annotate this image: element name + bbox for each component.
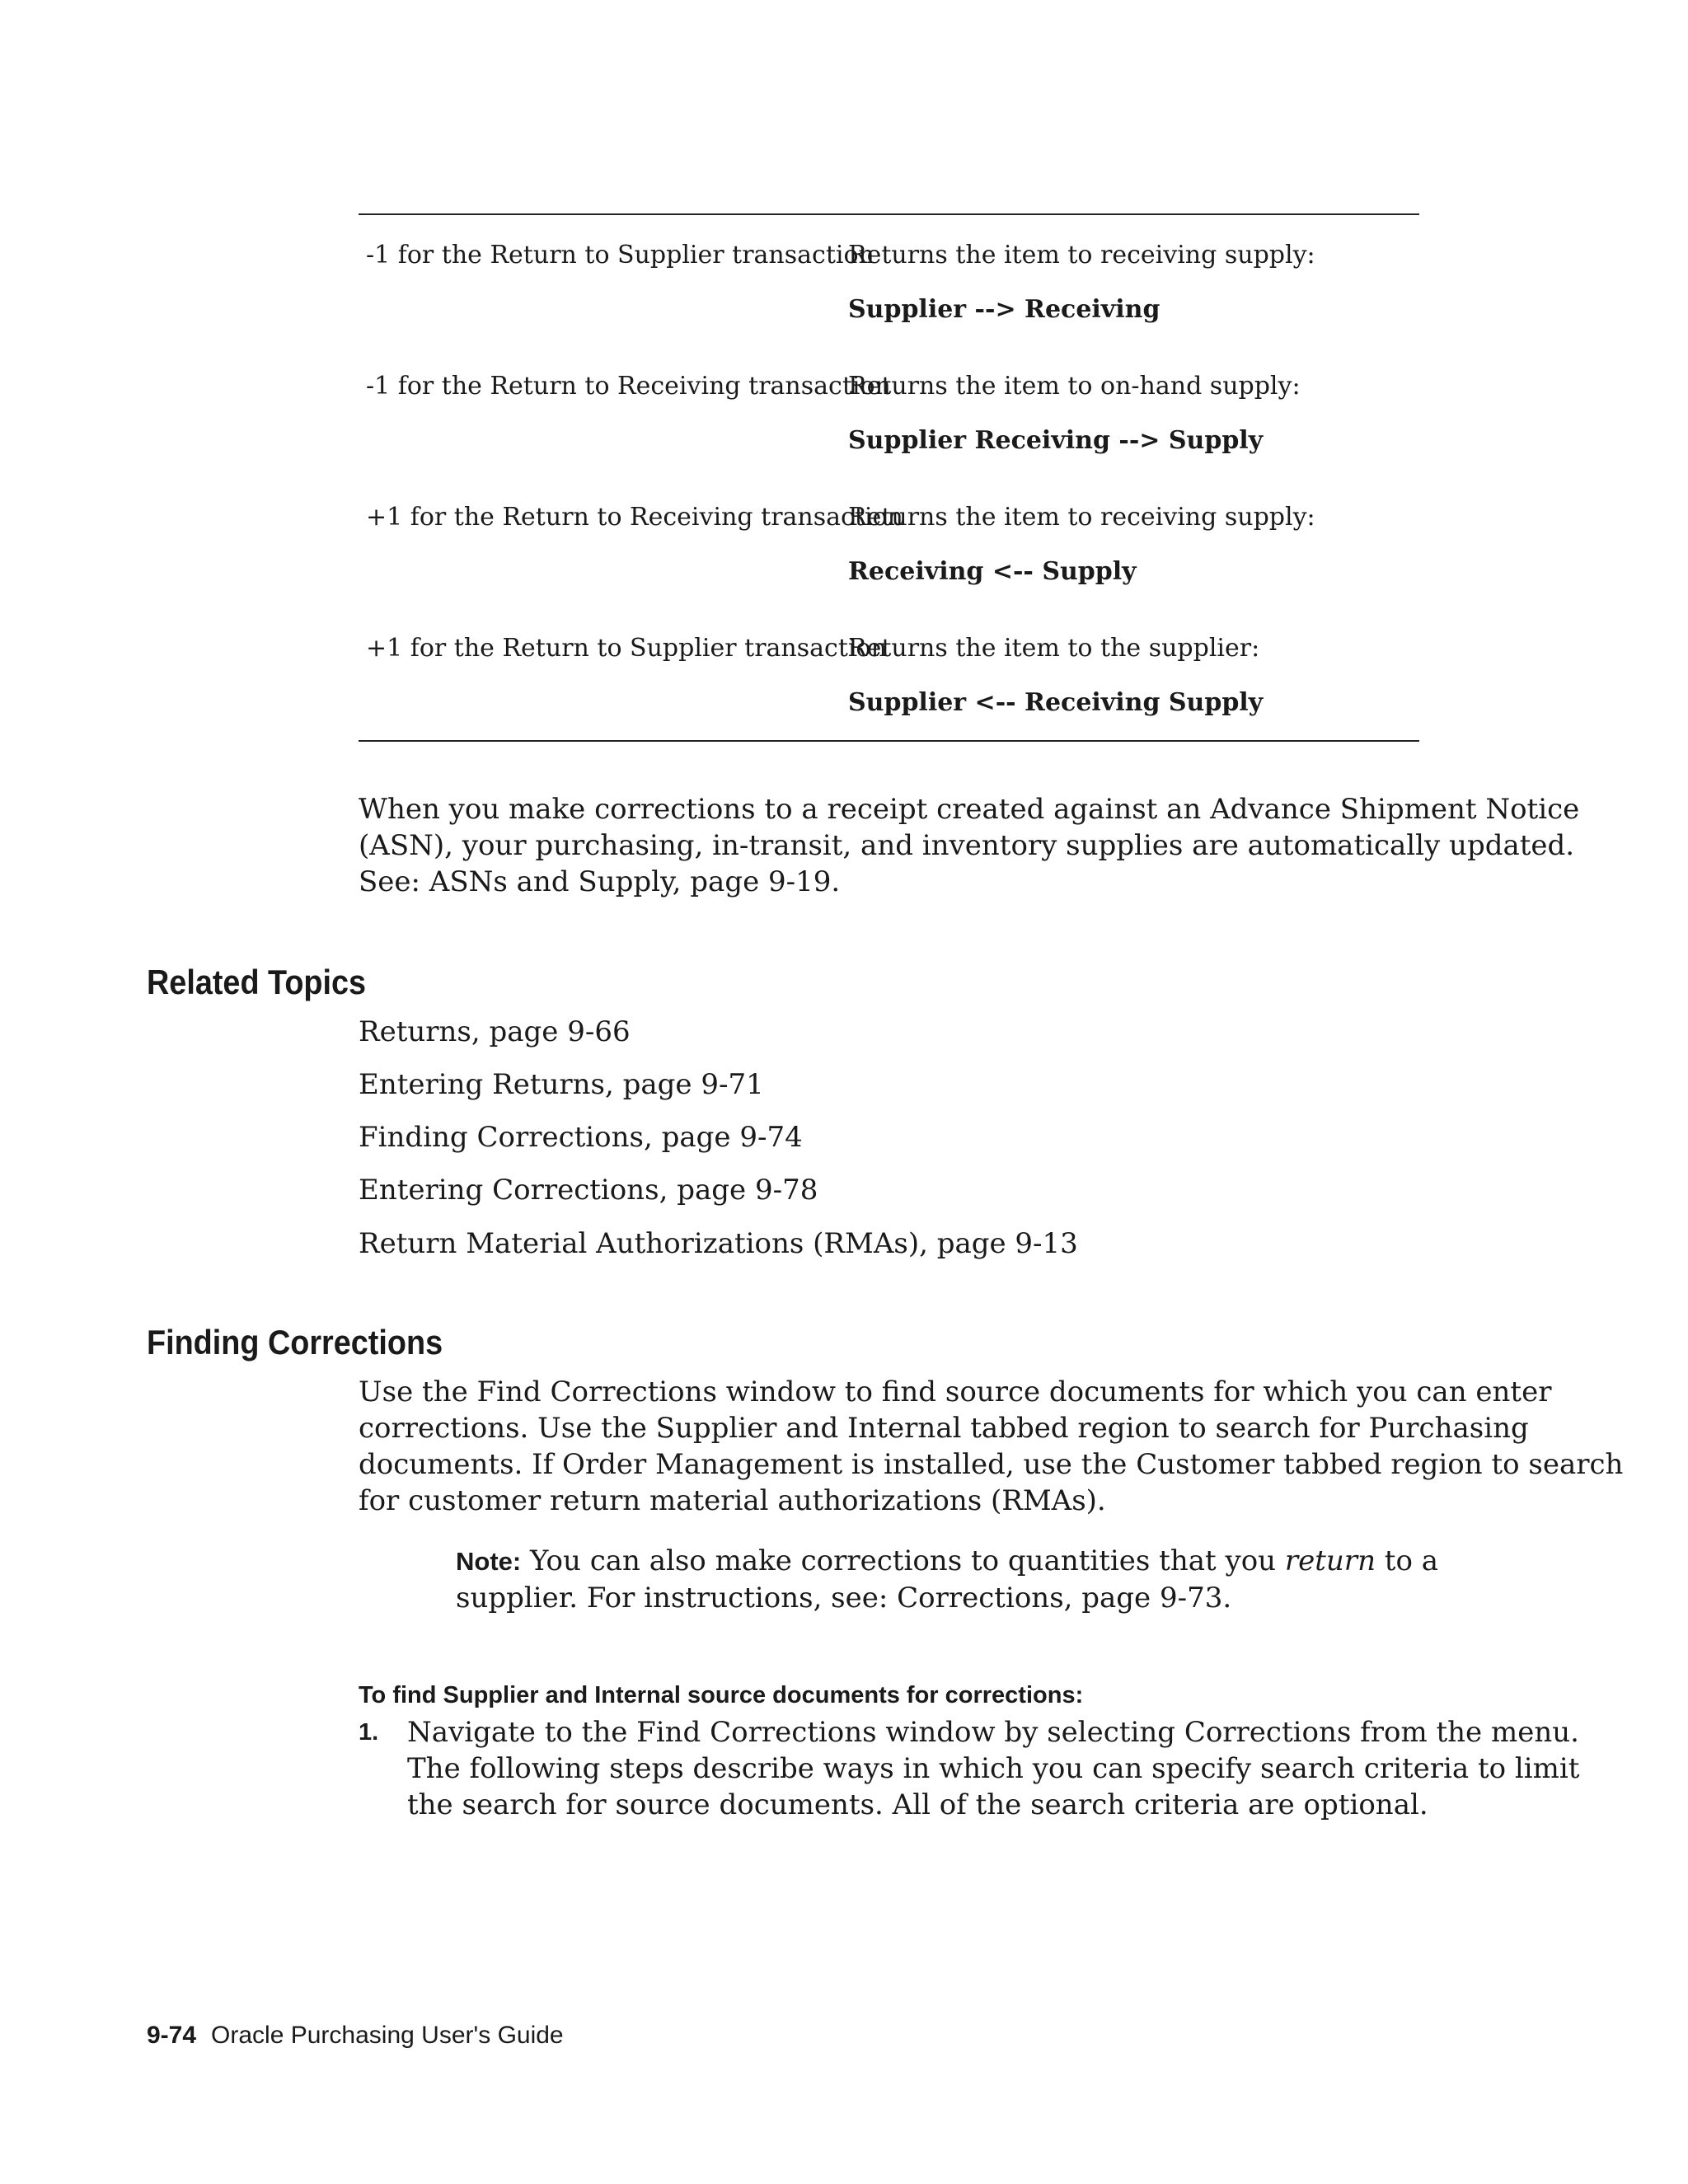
table-cell-description: Returns the item to receiving supply: (848, 241, 1315, 269)
related-topic-link[interactable]: Return Material Authorizations (RMAs), page 9-13 (359, 1227, 1078, 1260)
asn-paragraph (359, 791, 1580, 900)
related-topic-link[interactable]: Returns, page 9-66 (359, 1015, 631, 1048)
page-footer (147, 2021, 564, 2050)
note-label: Note: (456, 1547, 522, 1576)
step-line: Navigate to the Find Corrections window by selecting Corrections from the menu. (407, 1716, 1579, 1749)
finding-corrections-heading: Finding Corrections (147, 1323, 443, 1361)
table-bottom-rule (359, 740, 1419, 742)
step-number: 1. (359, 1719, 379, 1746)
related-topic-link[interactable]: Entering Corrections, page 9-78 (359, 1174, 818, 1207)
table-cell-quantity: +1 for the Return to Receiving transaction (366, 503, 903, 532)
note-line (456, 1543, 1445, 1580)
table-top-rule (359, 213, 1419, 215)
step-line: The following steps describe ways in which you can specify search criteria to limit (407, 1752, 1580, 1785)
step-text (407, 1714, 1580, 1823)
note-emphasis: return (1284, 1544, 1376, 1577)
paragraph-line: documents. If Order Management is installed, use the Customer tabbed region to search (359, 1448, 1624, 1481)
book-title: Oracle Purchasing User's Guide (211, 2022, 564, 2049)
note-line: supplier. For instructions, see: Corrections, page 9-73. (456, 1582, 1232, 1615)
paragraph-line: (ASN), your purchasing, in-transit, and inventory supplies are automatically updated. (359, 829, 1575, 862)
table-cell-description: Returns the item to on-hand supply: (848, 372, 1301, 401)
table-cell-supply-flow: Receiving <-- Supply (848, 557, 1137, 586)
paragraph-line: corrections. Use the Supplier and Internal tabbed region to search for Purchasing (359, 1412, 1529, 1445)
table-cell-supply-flow: Supplier --> Receiving (848, 295, 1160, 324)
table-cell-description: Returns the item to the supplier: (848, 634, 1260, 663)
paragraph-line: When you make corrections to a receipt created against an Advance Shipment Notice (359, 793, 1580, 826)
paragraph-line: Use the Find Corrections window to find source documents for which you can enter (359, 1376, 1552, 1408)
table-cell-supply-flow: Supplier <-- Receiving Supply (848, 688, 1264, 717)
table-cell-quantity: +1 for the Return to Supplier transaction (366, 634, 887, 663)
procedure-subheading: To find Supplier and Internal source documents for corrections: (359, 1682, 1084, 1708)
note-text: to a (1375, 1544, 1438, 1577)
finding-corrections-intro (359, 1374, 1624, 1519)
related-topic-link[interactable]: Finding Corrections, page 9-74 (359, 1121, 803, 1154)
table-cell-quantity: -1 for the Return to Supplier transaction (366, 241, 874, 269)
table-cell-quantity: -1 for the Return to Receiving transaction (366, 372, 891, 401)
note-text: You can also make corrections to quantities that you (521, 1544, 1285, 1577)
step-line: the search for source documents. All of the search criteria are optional. (407, 1788, 1428, 1821)
related-topics-heading: Related Topics (147, 963, 367, 1001)
table-cell-description: Returns the item to receiving supply: (848, 503, 1315, 532)
paragraph-line: for customer return material authorizations (RMAs). (359, 1484, 1106, 1517)
table-cell-supply-flow: Supplier Receiving --> Supply (848, 426, 1264, 455)
note-block (456, 1543, 1445, 1617)
page-number: 9-74 (147, 2022, 197, 2049)
related-topic-link[interactable]: Entering Returns, page 9-71 (359, 1068, 764, 1101)
paragraph-line: See: ASNs and Supply, page 9-19. (359, 865, 841, 898)
